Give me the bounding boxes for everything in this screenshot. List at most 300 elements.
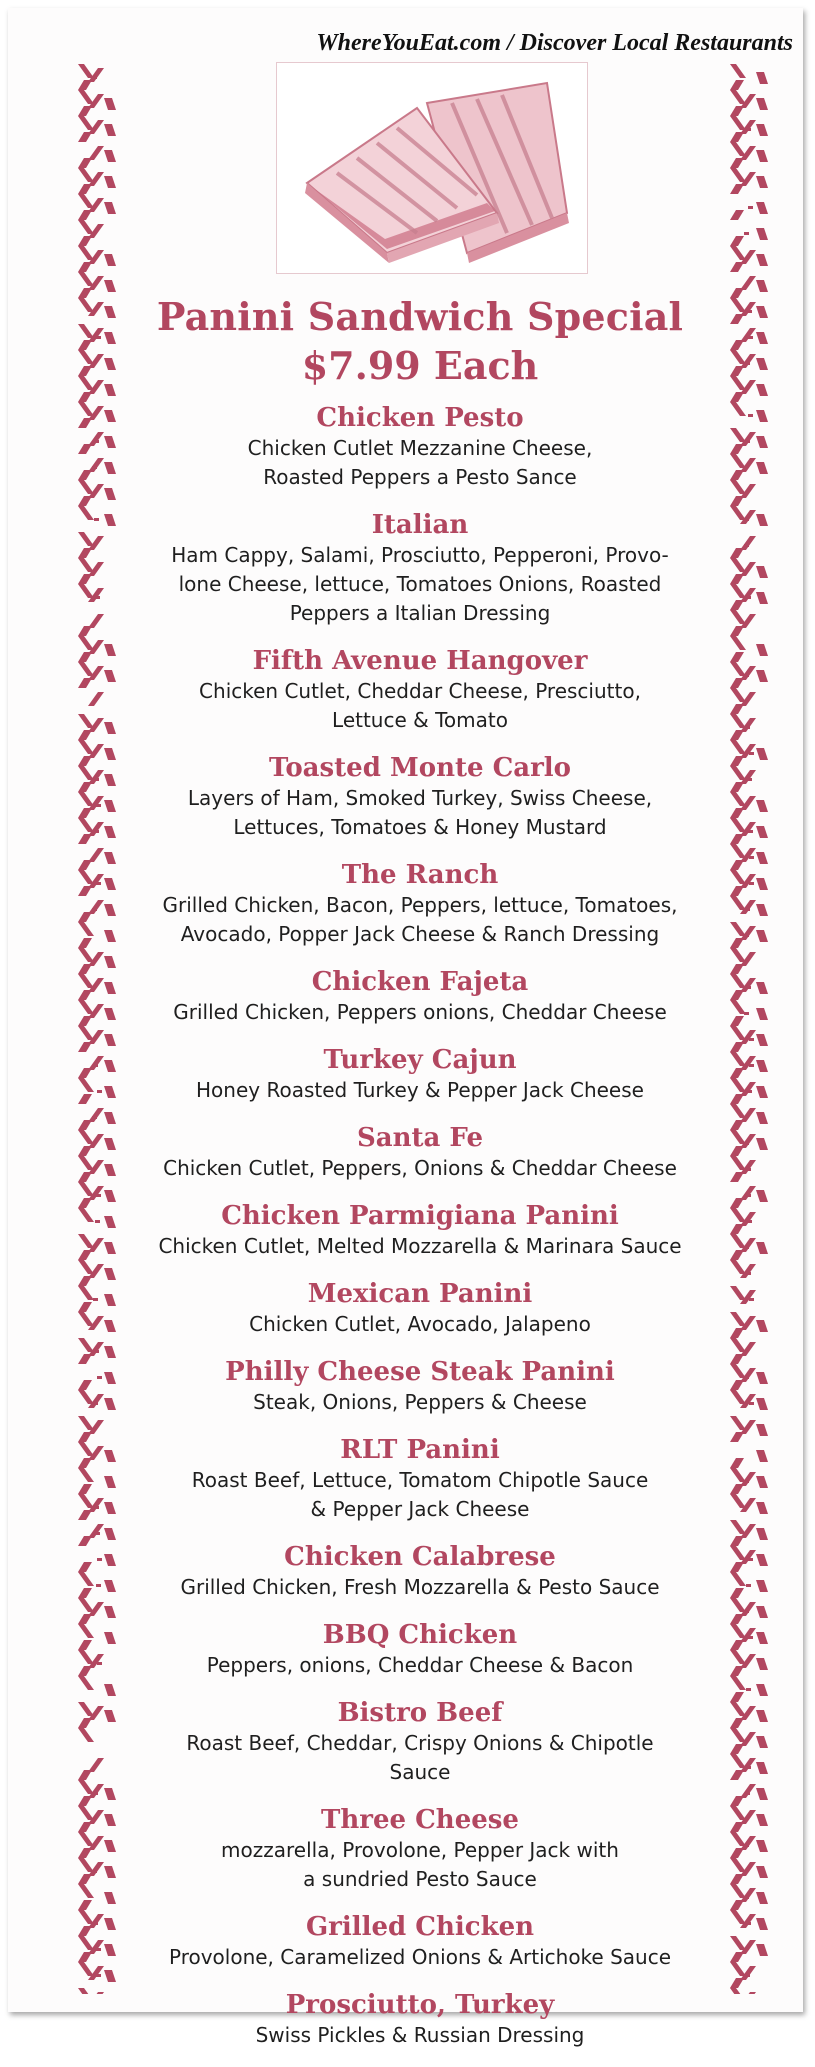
border-stroke (730, 1910, 746, 1924)
border-stroke (104, 1086, 116, 1098)
border-dash (92, 1116, 97, 1119)
border-stroke (78, 1624, 94, 1638)
border-stroke (730, 1744, 744, 1754)
border-stroke (730, 636, 746, 650)
border-dash (749, 752, 754, 755)
border-stroke (78, 418, 92, 428)
border-stroke (78, 1900, 92, 1910)
border-stroke (730, 1458, 744, 1468)
border-dash (94, 1506, 99, 1509)
border-stroke (78, 236, 92, 246)
border-stroke (104, 1814, 116, 1826)
border-stroke (730, 350, 746, 364)
border-stroke (78, 1910, 94, 1924)
border-dash (749, 1064, 754, 1067)
border-stroke (78, 496, 92, 506)
border-stroke (78, 1936, 94, 1950)
menu-item-description: Steak, Onions, Peppers & Cheese (253, 1390, 587, 1414)
border-stroke (730, 792, 746, 806)
border-stroke (78, 1614, 92, 1624)
border-dash (92, 466, 97, 469)
border-stroke (78, 860, 92, 870)
border-stroke (78, 912, 92, 922)
border-stroke (78, 402, 94, 416)
border-stroke (730, 574, 744, 584)
border-stroke (756, 1554, 768, 1566)
border-stroke (730, 288, 744, 298)
border-stroke (756, 1450, 768, 1462)
border-stroke (78, 1718, 92, 1728)
border-dash (745, 362, 750, 365)
border-stroke (104, 1450, 116, 1462)
border-stroke (730, 1562, 744, 1572)
border-stroke (104, 1788, 116, 1800)
border-stroke (730, 314, 744, 324)
border-stroke (78, 740, 94, 754)
menu-item (120, 752, 720, 842)
menu-item-name: Turkey Cajun (323, 1045, 517, 1075)
border-stroke (730, 1900, 744, 1910)
border-stroke (78, 220, 94, 234)
border-stroke (730, 1520, 746, 1534)
border-dash (746, 596, 751, 599)
border-dash (746, 1688, 751, 1691)
border-dash (746, 128, 751, 131)
border-stroke (730, 1364, 746, 1378)
border-stroke (104, 748, 116, 760)
menu-item (120, 1278, 720, 1339)
border-stroke (78, 1640, 92, 1650)
border-stroke (104, 878, 116, 890)
border-stroke (78, 298, 94, 312)
border-stroke (78, 990, 92, 1000)
border-stroke (730, 1536, 744, 1546)
menu-item (120, 1989, 720, 2050)
border-stroke (756, 124, 768, 136)
special-price: $7.99 Each (301, 343, 539, 388)
border-stroke (730, 1952, 744, 1962)
border-stroke (730, 1572, 746, 1586)
menu-item-name: Italian (371, 510, 469, 540)
border-stroke (730, 116, 746, 130)
border-stroke (740, 536, 756, 550)
border-stroke (730, 964, 744, 974)
border-stroke (730, 1468, 746, 1482)
border-stroke (730, 1754, 746, 1768)
menu-item (120, 1434, 720, 1524)
border-dash (747, 1090, 752, 1093)
border-stroke (730, 210, 744, 220)
menu-item (120, 1356, 720, 1417)
border-dash (745, 1974, 750, 1977)
border-stroke (730, 1728, 746, 1742)
border-stroke (78, 1442, 94, 1456)
border-stroke (78, 1354, 92, 1364)
border-dash (93, 1402, 98, 1405)
border-stroke (730, 1250, 744, 1260)
border-stroke (730, 1146, 744, 1156)
border-stroke (730, 1042, 744, 1052)
border-stroke (104, 358, 116, 370)
border-stroke (756, 514, 768, 526)
border-stroke (730, 704, 744, 714)
border-stroke (756, 1138, 768, 1150)
border-stroke (78, 106, 92, 116)
border-stroke (730, 990, 744, 1000)
border-stroke (104, 1840, 116, 1852)
border-stroke (730, 730, 744, 740)
menu-item-description: Lettuce & Tomato (332, 708, 508, 732)
border-stroke (730, 1988, 746, 1994)
border-stroke (730, 1676, 746, 1690)
border-stroke (78, 246, 94, 260)
border-stroke (730, 1234, 746, 1248)
border-stroke (730, 132, 744, 142)
border-stroke (78, 340, 92, 350)
border-dash (744, 1246, 749, 1249)
menu-item-description: Chicken Cutlet Mezzanine Cheese, (247, 436, 593, 460)
border-stroke (78, 1432, 92, 1442)
border-stroke (78, 756, 92, 766)
border-stroke (78, 168, 94, 182)
menu-item-description: Layers of Ham, Smoked Turkey, Swiss Cheese, (187, 786, 653, 810)
border-stroke (104, 488, 116, 500)
border-dash (744, 1012, 749, 1015)
border-dash (97, 1376, 102, 1379)
border-stroke (104, 1372, 116, 1384)
border-stroke (730, 558, 746, 572)
border-stroke (78, 766, 94, 780)
border-dash (744, 1142, 749, 1145)
border-stroke (756, 1086, 768, 1098)
border-stroke (104, 1528, 116, 1540)
border-stroke (756, 1372, 768, 1384)
border-stroke (78, 272, 94, 286)
border-stroke (78, 1250, 92, 1260)
border-stroke (78, 730, 92, 740)
border-stroke (730, 662, 746, 676)
border-stroke (756, 436, 768, 448)
border-stroke (730, 896, 746, 910)
border-stroke (756, 1606, 768, 1618)
menu-item-description: Swiss Pickles & Russian Dressing (255, 2023, 585, 2047)
border-stroke (78, 532, 94, 546)
border-stroke (730, 454, 746, 468)
border-stroke (756, 826, 768, 838)
border-stroke (756, 566, 768, 578)
border-stroke (78, 1952, 92, 1962)
border-stroke (756, 1476, 768, 1488)
border-dash (744, 544, 749, 547)
border-stroke (78, 662, 94, 676)
border-stroke (730, 740, 746, 754)
border-stroke (730, 1640, 744, 1650)
border-dash (93, 1922, 98, 1925)
border-dash (746, 1168, 751, 1171)
border-stroke (730, 1874, 744, 1884)
menu-item-description: Ham Cappy, Salami, Prosciutto, Pepperoni, Provo- (171, 543, 669, 567)
border-stroke (78, 392, 92, 402)
border-stroke (78, 792, 94, 806)
menu-item-description: Peppers, onions, Cheddar Cheese & Bacon (206, 1653, 634, 1677)
border-stroke (104, 332, 116, 344)
border-stroke (78, 1286, 94, 1300)
border-stroke (104, 930, 116, 942)
border-stroke (756, 1918, 768, 1930)
menu-item-description: Chicken Cutlet, Avocado, Jalapeno (249, 1312, 591, 1336)
left-border-pattern (74, 64, 118, 1994)
border-stroke (730, 340, 744, 350)
border-stroke (104, 384, 116, 396)
border-stroke (730, 886, 744, 896)
border-stroke (730, 1978, 744, 1988)
border-stroke (78, 1068, 92, 1078)
border-stroke (104, 1346, 116, 1358)
border-stroke (730, 974, 746, 988)
border-stroke (756, 202, 768, 214)
border-stroke (730, 938, 744, 948)
menu-item-description: Chicken Cutlet, Cheddar Cheese, Presciutto, (199, 679, 641, 703)
border-dash (93, 1064, 98, 1067)
border-stroke (104, 436, 116, 448)
border-stroke (730, 1312, 746, 1326)
border-stroke (78, 1676, 94, 1690)
border-stroke (78, 652, 92, 662)
border-stroke (730, 1770, 744, 1780)
border-stroke (78, 1146, 92, 1156)
border-stroke (740, 1186, 756, 1200)
border-stroke (730, 1796, 744, 1806)
border-stroke (78, 480, 94, 494)
border-stroke (78, 1962, 94, 1976)
menu-item (120, 1804, 720, 1894)
border-stroke (756, 462, 768, 474)
border-stroke (730, 1380, 744, 1390)
border-stroke (756, 1892, 768, 1904)
border-stroke (78, 938, 92, 948)
border-stroke (756, 1034, 768, 1046)
menu-item (120, 645, 720, 735)
border-stroke (730, 1624, 746, 1638)
border-stroke (730, 844, 746, 858)
border-stroke (78, 324, 94, 338)
border-stroke (104, 254, 116, 266)
menu-item-description: Peppers a Italian Dressing (289, 601, 551, 625)
border-stroke (88, 614, 104, 628)
border-stroke (104, 1138, 116, 1150)
menu-item-name: Bistro Beef (337, 1698, 503, 1728)
border-stroke (730, 808, 744, 818)
border-stroke (756, 904, 768, 916)
border-stroke (104, 1606, 116, 1618)
border-stroke (104, 644, 116, 656)
border-stroke (740, 1784, 756, 1798)
border-stroke (78, 1000, 94, 1014)
border-stroke (78, 90, 94, 104)
border-stroke (78, 782, 92, 792)
border-dash (749, 856, 754, 859)
menu-item-name: Mexican Panini (307, 1279, 533, 1309)
border-stroke (756, 1008, 768, 1020)
border-dash (746, 1766, 751, 1769)
border-stroke (78, 350, 94, 364)
border-stroke (756, 1814, 768, 1826)
border-stroke (730, 470, 744, 480)
border-stroke (78, 1666, 92, 1676)
menu-item-description: Provolone, Caramelized Onions & Artichoke Sauce (168, 1945, 672, 1969)
border-dash (749, 1038, 754, 1041)
border-dash (746, 986, 751, 989)
border-stroke (730, 1484, 744, 1494)
menu-item-name: Grilled Chicken (305, 1912, 535, 1942)
border-stroke (78, 366, 92, 376)
border-stroke (756, 1866, 768, 1878)
menu-item-description: Chicken Cutlet, Melted Mozzarella & Marinara Sauce (158, 1234, 682, 1258)
border-dash (744, 1896, 749, 1899)
menu-item (120, 1541, 720, 1602)
border-stroke (88, 1758, 104, 1772)
menu-item (120, 1911, 720, 1972)
border-stroke (78, 1728, 94, 1742)
border-stroke (104, 1320, 116, 1332)
border-dash (748, 336, 753, 339)
menu-item-description: & Pepper Jack Cheese (310, 1497, 530, 1521)
border-dash (745, 440, 750, 443)
menu-item-description: Lettuces, Tomatoes & Honey Mustard (233, 815, 607, 839)
border-stroke (104, 956, 116, 968)
border-stroke (730, 1432, 744, 1442)
border-stroke (756, 280, 768, 292)
border-stroke (756, 1112, 768, 1124)
border-stroke (104, 1970, 116, 1982)
border-dash (94, 1350, 99, 1353)
border-dash (97, 1662, 102, 1665)
border-stroke (104, 1008, 116, 1020)
border-stroke (78, 288, 92, 298)
border-stroke (78, 80, 92, 90)
border-stroke (104, 1190, 116, 1202)
border-dash (748, 206, 753, 209)
border-dash (92, 1870, 97, 1873)
border-stroke (730, 1198, 744, 1208)
border-stroke (88, 1992, 104, 1994)
border-dash (748, 830, 753, 833)
border-stroke (78, 948, 94, 962)
menu-item-description: Honey Roasted Turkey & Pepper Jack Cheese (196, 1078, 644, 1102)
border-stroke (730, 600, 744, 610)
border-stroke (104, 722, 116, 734)
border-stroke (730, 298, 746, 312)
border-dash (95, 1220, 100, 1223)
border-dash (97, 1090, 102, 1093)
border-stroke (78, 1832, 94, 1846)
menu-item-name: Three Cheese (321, 1805, 519, 1835)
border-dash (744, 934, 749, 937)
menu-item (120, 1697, 720, 1787)
border-stroke (730, 860, 744, 870)
menu-item (120, 402, 720, 492)
border-stroke (78, 818, 94, 832)
border-stroke (756, 228, 768, 240)
border-stroke (730, 168, 746, 182)
border-stroke (78, 1468, 94, 1482)
border-stroke (78, 1536, 92, 1546)
border-stroke (104, 1294, 116, 1306)
border-stroke (756, 1788, 768, 1800)
border-stroke (756, 1580, 768, 1592)
site-banner[interactable]: WhereYouEat.com / Discover Local Restaurants (316, 30, 793, 56)
border-stroke (756, 852, 768, 864)
border-stroke (104, 202, 116, 214)
border-dash (749, 1402, 754, 1405)
border-stroke (78, 574, 92, 584)
border-stroke (740, 276, 756, 290)
border-stroke (78, 1484, 92, 1494)
border-stroke (88, 458, 104, 472)
menu-item-name: Chicken Calabrese (284, 1542, 556, 1572)
border-stroke (104, 98, 116, 110)
border-stroke (756, 748, 768, 760)
menu-item (120, 1122, 720, 1183)
border-stroke (730, 766, 746, 780)
border-stroke (730, 506, 746, 520)
border-stroke (78, 1234, 94, 1248)
border-dash (94, 830, 99, 833)
border-stroke (78, 1598, 94, 1612)
border-stroke (78, 548, 92, 558)
border-stroke (730, 1884, 746, 1898)
border-stroke (78, 1016, 92, 1026)
border-stroke (78, 1182, 94, 1196)
menu-item-description: Roasted Peppers a Pesto Sance (263, 465, 577, 489)
border-stroke (88, 900, 104, 914)
border-stroke (756, 254, 768, 266)
border-stroke (78, 1380, 92, 1390)
border-stroke (730, 1078, 746, 1092)
border-stroke (104, 1398, 116, 1410)
menu-item-description: mozzarella, Provolone, Pepper Jack with (221, 1838, 619, 1862)
border-dash (745, 726, 750, 729)
border-stroke (730, 1832, 746, 1846)
border-stroke (740, 328, 756, 342)
menu-item-description: Grilled Chicken, Bacon, Peppers, lettuce, Tomatoes, (162, 893, 678, 917)
border-dash (746, 1194, 751, 1197)
border-stroke (104, 514, 116, 526)
border-stroke (104, 1502, 116, 1514)
border-stroke (730, 142, 746, 156)
border-stroke (730, 714, 746, 728)
border-dash (96, 1974, 101, 1977)
border-stroke (730, 1260, 746, 1274)
menu-item-name: Chicken Pesto (316, 403, 524, 433)
menu-item-description: a sundried Pesto Sauce (303, 1867, 537, 1891)
border-stroke (78, 870, 94, 884)
border-stroke (104, 774, 116, 786)
border-stroke (730, 678, 744, 688)
menu-item-name: Santa Fe (356, 1123, 483, 1153)
border-stroke (104, 982, 116, 994)
border-dash (93, 1792, 98, 1795)
border-dash (95, 1532, 100, 1535)
border-stroke (78, 1390, 94, 1404)
border-stroke (78, 470, 92, 480)
menu-item-name: Philly Cheese Steak Panini (225, 1357, 615, 1387)
border-stroke (78, 194, 94, 208)
border-stroke (78, 1130, 94, 1144)
border-stroke (730, 652, 744, 662)
border-stroke (78, 1562, 92, 1572)
right-decorative-border (726, 64, 770, 1994)
